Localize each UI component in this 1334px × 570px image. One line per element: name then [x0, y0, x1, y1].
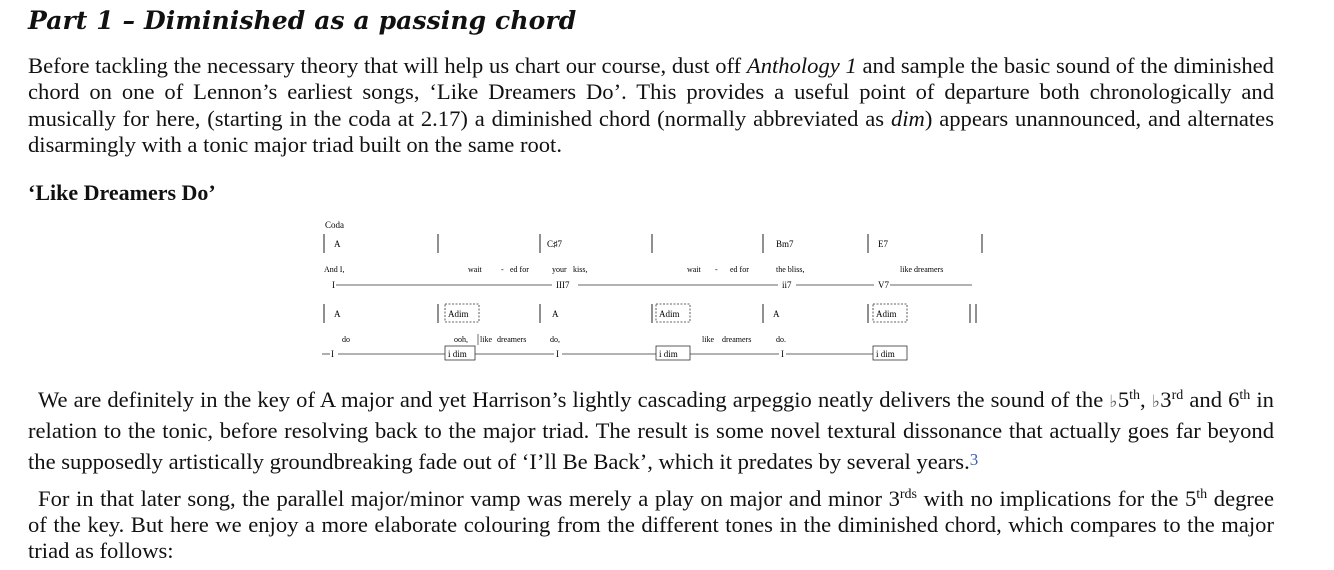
chord-chart [300, 215, 1020, 370]
degree-number: 3 [888, 486, 900, 511]
lyric: kiss, [573, 265, 588, 274]
p2-text-4: in relation to the tonic, before resolving back to the major triad. The result is some novel textural dissonance that actually goes far beyond the supposedly artistically groundbreaking fade out of ‘I’ll Be Back’, which it predates by several years. [28, 387, 1274, 474]
degree-number: 3 [1160, 387, 1172, 412]
ordinal-suffix: th [1239, 388, 1251, 403]
lyric: like [702, 335, 714, 344]
footnote-link[interactable]: 3 [969, 450, 979, 469]
p2-text-1: We are definitely in the key of A major and yet Harrison’s lightly cascading arpeggio neatly delivers the sound of the [38, 387, 1110, 412]
lyric: do. [776, 335, 786, 344]
lyric: wait [687, 265, 701, 274]
p3-text-1: For in that later song, the parallel major/minor vamp was merely a play on major and minor [38, 486, 889, 511]
intro-text-2: and sample the basic sound of the diminished chord on one of Lennon’s earliest songs, ‘Like Dreamers Do’. This provides a useful point of departure both chronologically and musically for here, (starting in the coda at 2.17) a diminished chord (normally abbreviated as [28, 53, 1274, 131]
degree-number: 6 [1228, 387, 1240, 412]
numeral: I [556, 349, 559, 359]
ordinal-suffix: th [1129, 388, 1141, 403]
chord-a: A [773, 309, 780, 319]
degree-number: 5 [1117, 387, 1130, 412]
chord-adim: Adim [876, 309, 897, 319]
chord-adim: Adim [448, 309, 469, 319]
lyric: And I, [324, 265, 345, 274]
chord-a: A [334, 239, 341, 249]
p2-text-2: , [1140, 387, 1152, 412]
coda-label: Coda [325, 220, 344, 230]
numeral: I [331, 349, 334, 359]
lyric: dreamers [722, 335, 752, 344]
lyric: like dreamers [900, 265, 944, 274]
comparison-paragraph [28, 486, 1274, 564]
intro-paragraph [28, 53, 1274, 158]
analysis-paragraph [28, 385, 1274, 476]
p3-text-2: with no implications for the [917, 486, 1185, 511]
intro-anthology-title: Anthology 1 [746, 53, 857, 78]
numeral: i dim [876, 349, 895, 359]
chord-a: A [552, 309, 559, 319]
lyric: your [552, 265, 567, 274]
intro-text-1: Before tackling the necessary theory that will help us chart our course, dust off [28, 53, 747, 78]
lyric: like [480, 335, 492, 344]
numeral: i dim [448, 349, 467, 359]
lyric: dreamers [497, 335, 527, 344]
p3-text-3: degree of the key. But here we enjoy a more elaborate colouring from the different tones in the diminished chord, which compares to the major triad as follows: [28, 486, 1274, 563]
ordinal-suffix: rds [899, 487, 918, 502]
numeral: ii7 [782, 280, 792, 290]
ordinal-suffix: rd [1171, 388, 1184, 403]
lyric: ed for [730, 265, 749, 274]
flat-sign: ♭ [1109, 392, 1118, 411]
lyric: - [501, 265, 504, 274]
flat-sign: ♭ [1151, 392, 1161, 411]
intro-text-3: ) appears unannounced, and alternates disarmingly with a tonic major triad built on the same root. [28, 105, 1274, 157]
numeral: I [781, 349, 784, 359]
numeral: V7 [878, 280, 889, 290]
numeral: I [332, 280, 335, 290]
chord-e7: E7 [878, 239, 888, 249]
p2-text-3: and [1183, 387, 1229, 412]
lyric: wait [468, 265, 482, 274]
lyric: do, [550, 335, 560, 344]
song-heading: ‘Like Dreamers Do’ [28, 180, 216, 205]
section-heading: Part 1 – Diminished as a passing chord [28, 6, 577, 35]
chord-adim: Adim [659, 309, 680, 319]
lyric: - [715, 265, 718, 274]
row1-chords [334, 239, 888, 249]
chord-a: A [334, 309, 341, 319]
chord-csharp7: C♯7 [547, 239, 563, 249]
chord-bm7: Bm7 [776, 239, 794, 249]
lyric: do [342, 335, 350, 344]
lyric: ed for [510, 265, 529, 274]
row2-lyrics [342, 335, 786, 344]
numeral: i dim [659, 349, 678, 359]
degree-number: 5 [1185, 486, 1197, 511]
lyric: ooh, [454, 335, 468, 344]
ordinal-suffix: th [1196, 487, 1208, 502]
intro-dim-abbrev: dim [890, 105, 925, 131]
row1-lyrics [324, 265, 943, 274]
numeral: III7 [556, 280, 570, 290]
row2-chords [334, 309, 897, 319]
lyric: the bliss, [776, 265, 805, 274]
